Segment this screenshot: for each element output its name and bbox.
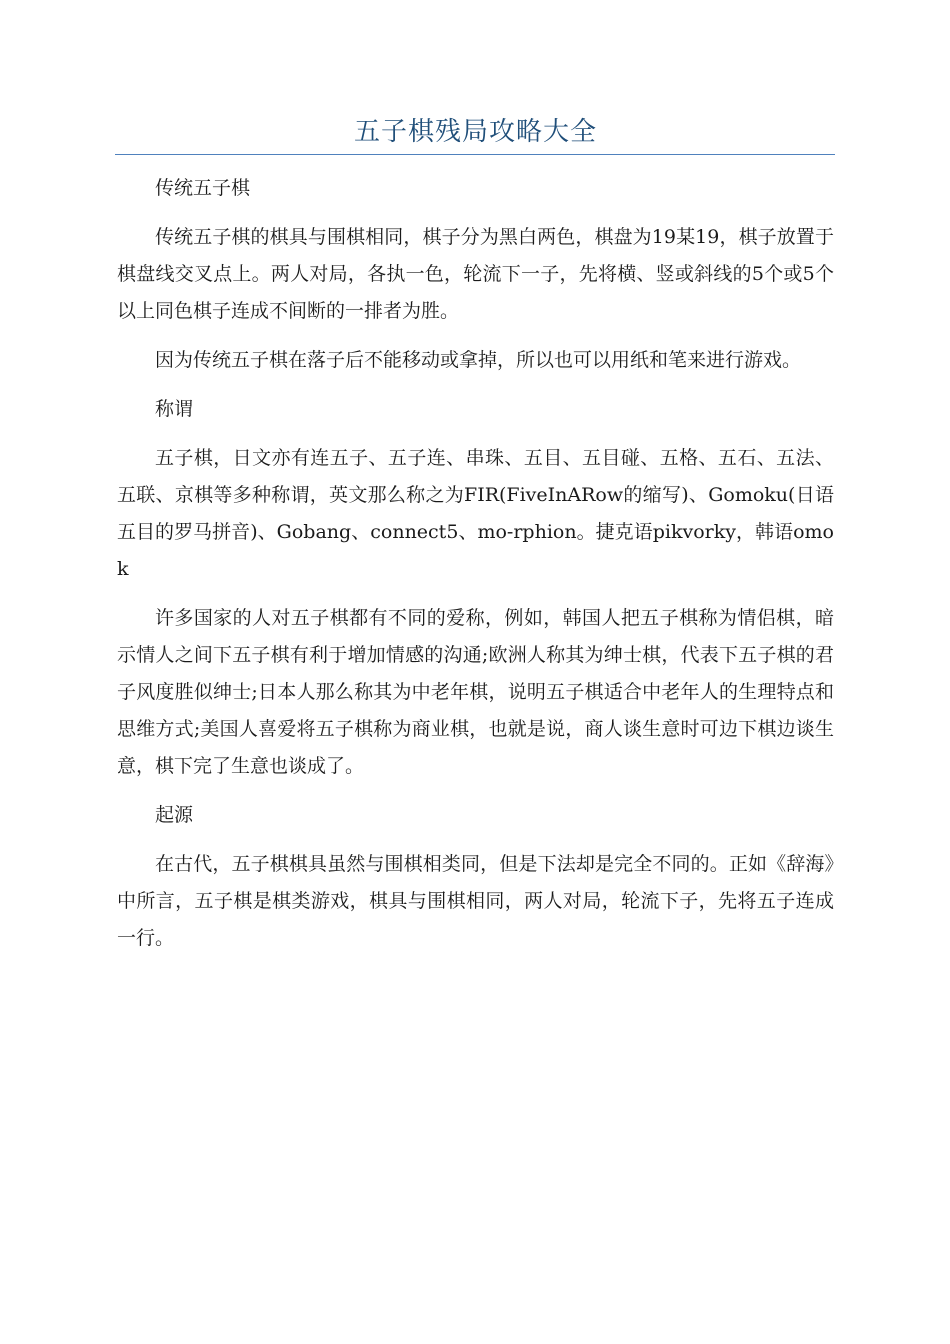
paragraph-names: 五子棋，日文亦有连五子、五子连、串珠、五目、五目碰、五格、五石、五法、五联、京棋等多种称谓，英文那么称之为FIR(FiveInARow的缩写)、Gomoku(日语五目的罗马拼音)、Gobang、connect5、mo-rphion。捷克语pikvorky，韩语omok <box>117 447 834 580</box>
paragraph-paper-play: 因为传统五子棋在落子后不能移动或拿掉，所以也可以用纸和笔来进行游戏。 <box>155 349 802 371</box>
document-body <box>117 170 834 969</box>
section-heading-names: 称谓 <box>155 398 194 420</box>
section-heading-traditional: 传统五子棋 <box>155 177 251 199</box>
title-underline <box>115 154 835 155</box>
paragraph-equipment: 传统五子棋的棋具与围棋相同，棋子分为黑白两色，棋盘为19某19，棋子放置于棋盘线交叉点上。两人对局，各执一色，轮流下一子，先将横、竖或斜线的5个或5个以上同色棋子连成不间断的一排者为胜。 <box>117 226 834 322</box>
document-title: 五子棋残局攻略大全 <box>353 117 597 147</box>
paragraph-nicknames: 许多国家的人对五子棋都有不同的爱称，例如，韩国人把五子棋称为情侣棋，暗示情人之间下五子棋有利于增加情感的沟通;欧洲人称其为绅士棋，代表下五子棋的君子风度胜似绅士;日本人那么称其为中老年棋，说明五子棋适合中老年人的生理特点和思维方式;美国人喜爱将五子棋称为商业棋，也就是说，商人谈生意时可边下棋边谈生意，棋下完了生意也谈成了。 <box>117 607 834 777</box>
section-heading-origin: 起源 <box>155 804 194 826</box>
paragraph-origin: 在古代，五子棋棋具虽然与围棋相类同，但是下法却是完全不同的。正如《辞海》中所言，五子棋是棋类游戏，棋具与围棋相同，两人对局，轮流下子，先将五子连成一行。 <box>117 853 834 949</box>
